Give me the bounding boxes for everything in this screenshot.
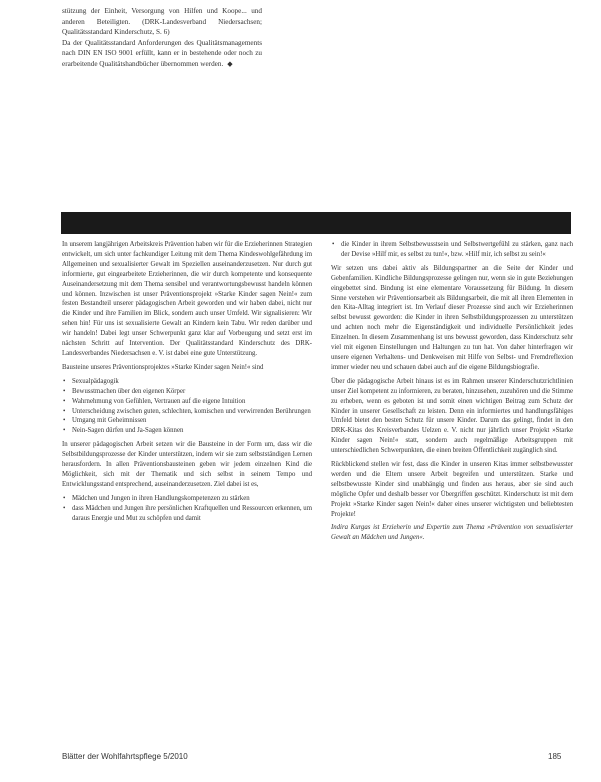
paragraph-text: Da der Qualitätsstandard Anforderungen des Qualitätsmanagements nach DIN EN ISO 9001 erfüllt, kann er in bestehende oder noch zu erarbeitende Qualitätshandbücher übernommen werden. — [62, 38, 262, 68]
list-item: • Umgang mit Geheimnissen — [62, 416, 312, 426]
goals-list — [62, 494, 312, 524]
building-blocks-list — [62, 377, 312, 436]
list-item: • Bewusstmachen über den eigenen Körper — [62, 387, 312, 397]
page-number: 185 — [548, 752, 562, 761]
paragraph: Über die pädagogische Arbeit hinaus ist es im Rahmen unserer Kinderschutzrichtlinien unser Ziel kompetent zu informieren, zu beraten, hinzusehen, zuzuhören und die Stimme zu erheben, wenn es geboten ist und somit einen wichtigen Beitrag zum Schutz der Kinder in unserer Gesellschaft zu leisten. Denn ein informiertes und handlungsfähiges Umfeld bietet den besten Schutz für unsere Kinder. Darum das gelingt, findet in den DRK-Kitas des Kreisverbandes Uelzen e. V. nicht nur jährlich unser Projekt »Starke Kinder sagen Nein!« statt, sondern auch regelmäßige Arbeitsgruppen mit unterschiedlichen Schwerpunkten, die einen breiten Öffentlichkeit zugänglich sind. — [331, 377, 573, 455]
end-mark: ◆ — [227, 59, 233, 68]
paragraph: Rückblickend stellen wir fest, dass die Kinder in unseren Kitas immer selbstbewusster werden und die Eltern unsere Arbeit begreifen und unterstützen. Starke und selbstbewusste Kinder sind unabhängig und finden aus heraus, aber sie sind auch mögliche Opfer und deshalb besser vor Übergriffen geschützt. Kinderschutz ist mit dem Projekt »Starke Kinder sagen Nein!« daher eines unserer wichtigsten und beliebtesten Projekte! — [331, 461, 573, 518]
paragraph — [62, 38, 262, 70]
right-text-column — [331, 240, 573, 547]
goals-list-continued — [331, 240, 573, 260]
intro-paragraph: In unserem langjährigen Arbeitskreis Prävention haben wir für die Erzieherinnen Strategien entwickelt, um sich unter fachkundiger Leitung mit dem Thema Kindeswohlgefährdung im Allgemeinen und sexualisierter Gewalt im Speziellen auseinanderzusetzen. Nur durch gut informierte, gut eingearbeitete Erzieherinnen, die wir durch kompetente und konsequente Auseinandersetzung mit dem Thema sensibel und verantwortungsbewusst handeln können und können. Inzwischen ist unser Präventionsprojekt »Starke Kinder sagen Nein!« zum festen Bestandteil unserer pädagogischen Arbeit geworden und wir haben dabei, nicht nur die Kinder und ihre Familien im Blick, sondern auch unser Umfeld. Wir signalisieren: Wir sehen hin! Für uns ist sexualisierte Gewalt an Kindern kein Tabu. Wir reden darüber und wir handeln! Dabei legt unser Schwerpunkt ganz klar auf Vorbeugung und setzt erst im nächsten Schritt auf Intervention. Der Qualitätsstandard Kinderschutz des DRK-Landesverbandes Niedersachsen e. V. ist dabei eine gute Unterstützung. — [62, 241, 312, 357]
list-item: • Mädchen und Jungen in ihren Handlungskompetenzen zu stärken — [62, 494, 312, 504]
left-text-column — [62, 240, 312, 527]
list-item: • Unterscheidung zwischen guten, schlechten, komischen und verwirrenden Berührungen — [62, 407, 312, 417]
section-banner — [61, 212, 571, 234]
list-item: • die Kinder in ihrem Selbstbewusstsein und Selbstwertgefühl zu stärken, ganz nach der Devise »Hilf mir, es selbst zu tun!«, bzw. »Hilf mir, ich selbst zu sein!« — [331, 240, 573, 260]
paragraph: In unserer pädagogischen Arbeit setzen wir die Bausteine in der Form um, dass wir die Selbstbildungsprozesse der Kinder unterstützen, indem wir sie zum selbstständigen Lernen herausfordern. In allen Präventionsbausteinen geben wir jedem einzelnen Kind die Möglichkeit, sich mit der Thematik und sich selbst in seinem Tempo und Entwicklungsstand entsprechend, auseinanderzusetzen. Ziel dabei ist es, — [62, 441, 312, 488]
list-item: • dass Mädchen und Jungen ihre persönlichen Kraftquellen und Ressourcen erkennen, um daraus Energie und Mut zu schöpfen und damit — [62, 504, 312, 524]
journal-footer: Blätter der Wohlfahrtspflege 5/2010 — [62, 752, 188, 761]
list-item: • Wahrnehmung von Gefühlen, Vertrauen auf die eigene Intuition — [62, 397, 312, 407]
top-text-column — [62, 6, 262, 70]
author-caption: Indira Kurgas ist Erzieherin und Expertin zum Thema »Prävention von sexualisierter Gewalt an Mädchen und Jungen«. — [331, 524, 573, 542]
list-item: • Nein-Sagen dürfen und Ja-Sagen können — [62, 426, 312, 436]
list-title: Bausteine unseres Präventionsprojektes »Starke Kinder sagen Nein!« sind — [62, 363, 264, 371]
paragraph: stützung der Einheit, Versorgung von Hilfen und Koope... und anderen Beteiligten. (DRK-Landesverband Niedersachsen; Qualitätsstandard Kinderschutz, S. 6) — [62, 7, 262, 37]
list-item: • Sexualpädagogik — [62, 377, 312, 387]
paragraph: Wir setzen uns dabei aktiv als Bildungspartner an die Seite der Kinder und Gebenfamilien. Kindliche Bildungsprozesse gelingen nur, wenn sie in gute Beziehungen eingebettet sind. Bindung ist eine elementare Voraussetzung für Bildung. In diesem Sinne verstehen wir Präventionsarbeit als Bildungsarbeit, die mit all ihren Elementen in den Kita-Alltag integriert ist. Im Verlauf dieser Prozesse sind auch wir Erzieherinnen selbst bewusst geworden: die Kinder in ihren Selbstbildungsprozessen zu unterstützen und achten noch mehr die Eigenständigkeit und individuelle Persönlichkeit jedes Einzelnen. In diesem Zusammenhang ist uns bewusst geworden, dass Kinderschutz sehr viel mit eigenen Einstellungen und Haltungen zu tun hat. Von daher hinterfragen wir unsere eigenen Verhaltens- und Denkweisen mit Hilfe von Selbst- und Fremdreflexion immer wieder neu und schauen dabei auch auf die eigene Bildungsbiografie. — [331, 264, 573, 371]
